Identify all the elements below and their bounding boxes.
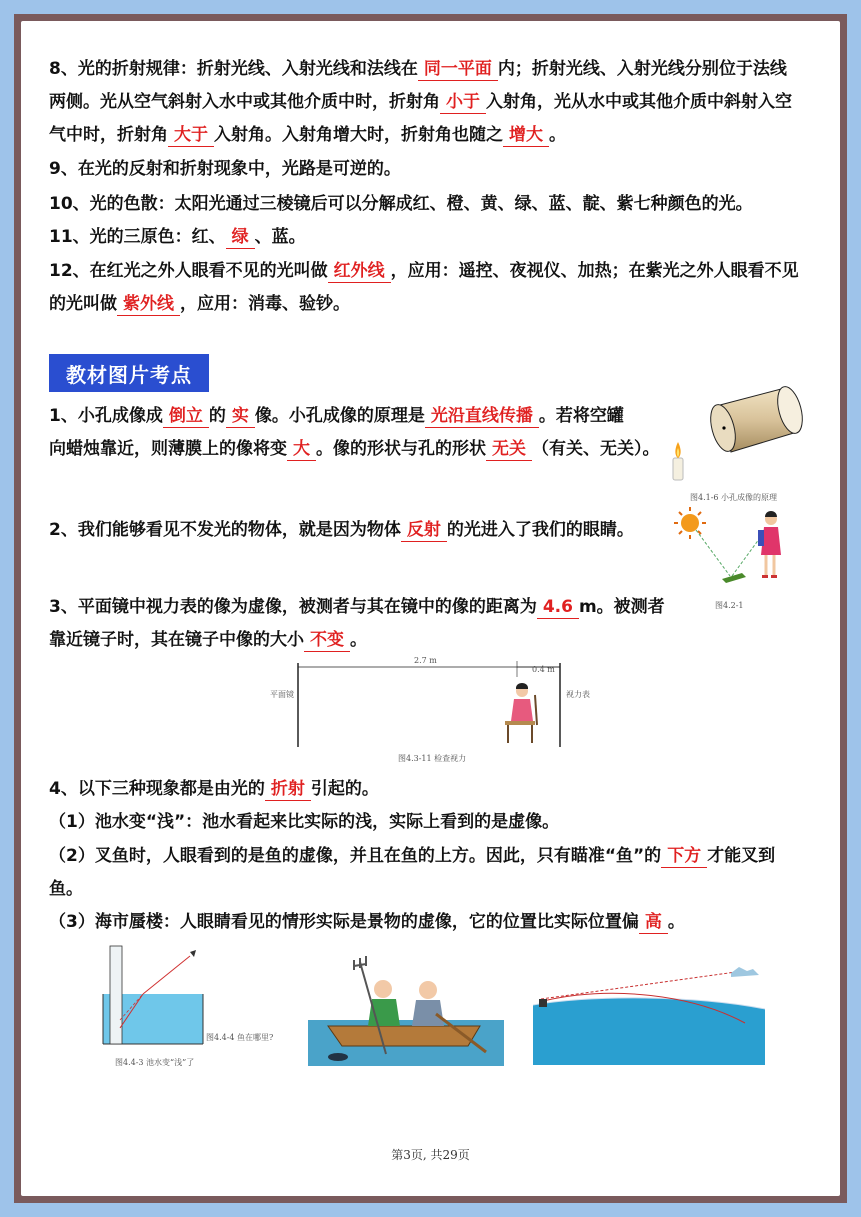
item-8-line-3: 气中时，折射角 大于 入射角。入射角增大时，折射角也随之 增大 。	[49, 125, 566, 145]
figure-caption: 图4.4-3 池水变“浅”了	[115, 1058, 195, 1067]
q1-line-2: 向蜡烛靠近，则薄膜上的像将变 大 。像的形状与孔的形状 无关 （有关、无关）。	[49, 439, 660, 459]
answer-blank: 实	[226, 405, 255, 428]
item-9: 9、在光的反射和折射现象中，光路是可逆的。	[49, 159, 401, 179]
section-title: 教材图片考点	[49, 354, 209, 392]
answer-blank: 紫外线	[117, 293, 180, 316]
q4-sub-1: （1）池水变“浅”：池水看起来比实际的浅，实际上看到的是虚像。	[49, 812, 560, 832]
answer-blank: 增大	[503, 124, 549, 147]
figure-caption: 图4.2-1	[715, 601, 744, 610]
answer-blank: 反射	[401, 519, 447, 542]
item-12-line-1: 12、在红光之外人眼看不见的光叫做 红外线 ，应用：遥控、夜视仪、加热；在紫光之外人眼看不见	[49, 261, 799, 281]
answer-blank: 同一平面	[418, 58, 498, 81]
answer-blank: 不变	[304, 629, 350, 652]
answer-blank: 大于	[168, 124, 214, 147]
q2-line: 2、我们能够看见不发光的物体，就是因为物体 反射 的光进入了我们的眼睛。	[49, 520, 634, 540]
figure-caption: 图4.3-11 检查视力	[398, 754, 467, 763]
q3-line-1: 3、平面镜中视力表的像为虚像，被测者与其在镜中的像的距离为 4.6 m。被测者	[49, 597, 665, 617]
figure-label-short-distance: 0.4 m	[532, 665, 555, 674]
q4-sub-3: （3）海市蜃楼：人眼睛看见的情形实际是景物的虚像，它的位置比实际位置偏 高 。	[49, 912, 685, 932]
figure-caption: 图4.4-4 鱼在哪里?	[206, 1033, 274, 1042]
item-8-line-1: 8、光的折射规律：折射光线、入射光线和法线在 同一平面 内；折射光线、入射光线分别位于法线	[49, 59, 787, 79]
answer-blank: 高	[639, 911, 668, 934]
answer-blank: 折射	[265, 778, 311, 801]
answer-blank: 光沿直线传播	[425, 405, 539, 428]
q4-heading: 4、以下三种现象都是由光的 折射 引起的。	[49, 779, 379, 799]
figure-label-distance: 2.7 m	[414, 656, 437, 665]
q4-sub-2-line-1: （2）叉鱼时，人眼看到的是鱼的虚像，并且在鱼的上方。因此，只有瞄准“鱼”的 下方 才能叉到	[49, 846, 776, 866]
answer-blank: 无关	[486, 438, 532, 461]
answer-blank: 绿	[226, 226, 255, 249]
answer-blank: 倒立	[163, 405, 209, 428]
figure-caption: 图4.1-6 小孔成像的原理	[690, 493, 778, 502]
page-footer: 第3页, 共29页	[391, 1148, 470, 1162]
item-8-line-2: 两侧。光从空气斜射入水中或其他介质中时，折射角 小于 入射角，光从水中或其他介质中斜射入空	[49, 92, 792, 112]
q4-sub-2-line-2: 鱼。	[49, 879, 83, 899]
answer-blank: 红外线	[328, 260, 391, 283]
pool-shallow-illustration	[98, 944, 208, 1054]
item-11: 11、光的三原色：红、 绿 、蓝。	[49, 227, 306, 247]
reflection-illustration	[670, 503, 800, 598]
pinhole-camera-illustration	[665, 380, 815, 490]
figure-label-mirror: 平面镜	[270, 690, 294, 699]
q1-line-1: 1、小孔成像成 倒立 的 实 像。小孔成像的原理是 光沿直线传播 。若将空罐	[49, 406, 624, 426]
answer-blank: 4.6	[537, 596, 579, 619]
figure-label-chart: 视力表	[566, 690, 590, 699]
q3-line-2: 靠近镜子时，其在镜子中像的大小 不变 。	[49, 630, 367, 650]
answer-blank: 小于	[440, 91, 486, 114]
item-10: 10、光的色散：太阳光通过三棱镜后可以分解成红、橙、黄、绿、蓝、靛、紫七种颜色的光。	[49, 194, 753, 214]
item-12-line-2: 的光叫做 紫外线 ，应用：消毒、验钞。	[49, 294, 350, 314]
answer-blank: 下方	[661, 845, 707, 868]
fishing-illustration	[308, 954, 504, 1066]
mirage-illustration	[533, 965, 765, 1065]
answer-blank: 大	[287, 438, 316, 461]
